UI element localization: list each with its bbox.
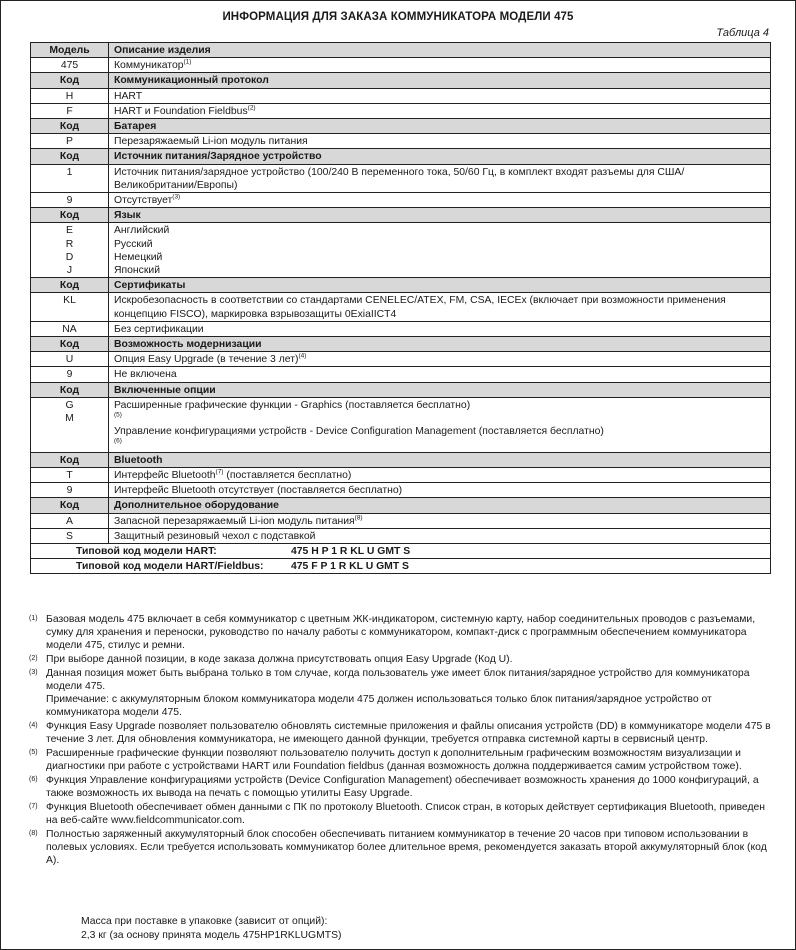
desc-text: HART и Foundation Fieldbus: [114, 105, 248, 117]
header-desc-cell: [109, 43, 771, 58]
desc-cell: [109, 193, 771, 208]
footnote: [29, 828, 771, 867]
table-row: [31, 513, 771, 528]
section-title-cell: [109, 149, 771, 164]
code-value: F: [66, 105, 73, 117]
code-value: T: [66, 469, 73, 481]
document-title: ИНФОРМАЦИЯ ДЛЯ ЗАКАЗА КОММУНИКАТОРА МОДЕЛИ 475: [222, 11, 574, 23]
desc-line: [114, 264, 765, 277]
code-value: 9: [66, 195, 73, 207]
section-header-row: [31, 382, 771, 397]
section-title-cell: [109, 208, 771, 223]
section-title-cell: [109, 498, 771, 513]
desc-cell: [109, 88, 771, 103]
section-title-cell: [109, 382, 771, 397]
desc-cell: [109, 367, 771, 382]
section-code-label: Код: [59, 500, 80, 512]
footnote: [29, 653, 771, 666]
code-value: P: [66, 136, 73, 148]
section-code-cell: [31, 208, 109, 223]
desc-text: Перезаряжаемый Li-ion модуль питания: [114, 136, 308, 148]
section-title: Включенные опции: [114, 384, 216, 396]
desc-line: [114, 425, 765, 451]
typical-code-value: 475 H P 1 R KL U GMT S: [291, 545, 411, 557]
section-header-row: [31, 452, 771, 467]
desc-text: Опция Easy Upgrade (в течение 3 лет): [114, 354, 299, 366]
desc-text: Расширенные графические функции - Graphics (поставляется бесплатно): [114, 399, 471, 411]
table-header-row: [31, 43, 771, 58]
footnote-number: (1): [29, 615, 38, 622]
code-value: H: [65, 90, 74, 102]
code-value: S: [66, 530, 73, 542]
header-model-cell: [31, 43, 109, 58]
section-code-label: Код: [59, 280, 80, 292]
section-code-label: Код: [59, 75, 80, 87]
section-title: Батарея: [114, 121, 157, 133]
section-code-label: Код: [59, 384, 80, 396]
footnote: [29, 667, 771, 719]
table-row: [31, 367, 771, 382]
section-code-cell: [31, 382, 109, 397]
code-value: J: [66, 265, 73, 277]
desc-text: Интерфейс Bluetooth отсутствует (поставляется бесплатно): [114, 485, 403, 497]
section-code-cell: [31, 278, 109, 293]
desc-text: Защитный резиновый чехол с подставкой: [114, 530, 316, 542]
footnote-ref: (8): [354, 514, 363, 522]
footnote-text: Функция Управление конфигурациями устройств (Device Configuration Management) обеспечивает возможность хранения до 1000 конфигураций, а также возможность их вывода на печать с помощью утилиты Easy Upgrade.: [46, 775, 759, 799]
section-title-cell: [109, 73, 771, 88]
desc-text: Запасной перезаряжаемый Li-ion модуль питания: [114, 515, 355, 527]
desc-cell: [109, 164, 771, 192]
typical-code-value: 475 F P 1 R KL U GMT S: [291, 561, 409, 573]
footnote-number: (7): [29, 803, 38, 810]
code-value: 1: [66, 166, 73, 178]
typical-code-cell: [31, 559, 771, 574]
header-desc-label: Описание изделия: [114, 45, 211, 56]
footnotes: [29, 613, 771, 868]
footnote-ref: (4): [298, 352, 307, 360]
code-value: M: [65, 413, 74, 425]
footnote-text: Базовая модель 475 включает в себя коммуникатор с цветным ЖК-индикатором, системную карту, набор соединительных проводов с разъемами, сумку для хранения и переноски, руководство по началу работы с коммуникатором, компакт-диск с программным обеспечением коммуникатора модели 475, стилус и ремни.: [46, 614, 756, 651]
footnote-ref: (1): [183, 58, 192, 66]
footnote: [29, 613, 771, 652]
shipping-mass: [81, 915, 342, 943]
desc-cell: [109, 103, 771, 118]
section-header-row: [31, 498, 771, 513]
code-value: A: [66, 515, 73, 527]
code-value: NA: [62, 323, 77, 335]
footnote-text: Расширенные графические функции позволяют пользователю получить доступ к дополнительным графическим возможностям визуализации и диагностики при работе с устройствами HART или Foundation fieldbus (данная возможность должна поддерживается самим устройством тоже).: [46, 748, 742, 772]
section-header-row: [31, 337, 771, 352]
table-row: [31, 88, 771, 103]
desc-cell: [109, 467, 771, 482]
desc-text: Искробезопасность в соответствии со стандартами CENELEC/ATEX, FM, CSA, IECEx (включает при возможности применения концепцию FISCO), маркировка взрывозащиты 0ExiaIICT4: [114, 295, 726, 320]
section-header-row: [31, 149, 771, 164]
code-cell: [31, 528, 109, 543]
desc-text: Интерфейс Bluetooth: [114, 469, 216, 481]
footnote-ref: (5): [114, 411, 122, 419]
footnote-ref: (2): [247, 104, 256, 112]
code-value: D: [65, 251, 74, 263]
desc-cell: [109, 321, 771, 336]
section-header-row: [31, 73, 771, 88]
section-code-label: Код: [59, 339, 80, 351]
footnote-ref: (3): [172, 193, 181, 201]
table-row: [31, 321, 771, 336]
footnote-number: (3): [29, 669, 38, 676]
section-header-row: [31, 208, 771, 223]
table-row: [31, 134, 771, 149]
code-value: R: [65, 238, 74, 250]
section-code-cell: [31, 337, 109, 352]
code-cell: [31, 483, 109, 498]
desc-text: Отсутствует: [114, 195, 173, 207]
desc-text: HART: [114, 90, 143, 102]
section-title: Коммуникационный протокол: [114, 75, 269, 87]
table-row: [31, 223, 771, 278]
footnote-number: (2): [29, 655, 38, 662]
section-title: Источник питания/Зарядное устройство: [114, 151, 322, 163]
section-title-cell: [109, 452, 771, 467]
table-row: [31, 193, 771, 208]
code-cell: [31, 88, 109, 103]
section-code-label: Код: [59, 151, 80, 163]
code-cell: [31, 367, 109, 382]
section-title: Сертификаты: [114, 280, 186, 292]
desc-cell: [109, 58, 771, 73]
typical-code-row: [31, 543, 771, 558]
footnote: [29, 801, 771, 827]
code-cell: [31, 193, 109, 208]
mass-line-1: Масса при поставке в упаковке (зависит от опций):: [81, 916, 328, 927]
desc-line: [114, 399, 765, 425]
footnote-text: Функция Bluetooth обеспечивает обмен данными с ПК по протоколу Bluetooth. Список стран, в которых действует сертификация Bluetooth, приведен на веб-сайте www.fieldcommunicator.com.: [46, 802, 766, 826]
section-title-cell: [109, 337, 771, 352]
footnote: [29, 720, 771, 746]
desc-line: [114, 224, 765, 237]
code-value: U: [65, 354, 74, 366]
table-row: [31, 397, 771, 452]
desc-cell: [109, 513, 771, 528]
section-code-label: Код: [59, 210, 80, 222]
footnote-number: (8): [29, 830, 38, 837]
section-code-label: Код: [59, 121, 80, 133]
typical-code-cell: [31, 543, 771, 558]
section-code-cell: [31, 452, 109, 467]
code-cell: [31, 321, 109, 336]
section-title: Bluetooth: [114, 454, 163, 466]
footnote-ref: (7): [215, 468, 224, 476]
header-model-label: Модель: [49, 45, 90, 56]
code-value: 475: [60, 60, 79, 72]
footnote: [29, 747, 771, 773]
desc-text: Коммуникатор: [114, 60, 184, 72]
desc-text: Английский: [114, 225, 170, 237]
table-label: Таблица 4: [716, 27, 769, 39]
code-cell: [31, 397, 109, 452]
desc-line: [114, 238, 765, 251]
table-row: [31, 103, 771, 118]
table-row: [31, 528, 771, 543]
typical-code-row: [31, 559, 771, 574]
code-cell: [31, 467, 109, 482]
code-value: E: [66, 225, 73, 237]
footnote-text: При выборе данной позиции, в коде заказа должна присутствовать опция Easy Upgrade (Код U).: [46, 654, 513, 665]
code-cell: [31, 58, 109, 73]
desc-cell: [109, 293, 771, 321]
desc-text: Японский: [114, 265, 160, 277]
desc-cell: [109, 223, 771, 278]
desc-text: Управление конфигурациями устройств - Device Configuration Management (поставляется бесплатно): [114, 426, 604, 438]
footnote-ref: (6): [114, 438, 122, 446]
section-title-cell: [109, 119, 771, 134]
table-row: [31, 467, 771, 482]
footnote: [29, 774, 771, 800]
table-row: [31, 352, 771, 367]
table-row: [31, 164, 771, 192]
code-cell: [31, 352, 109, 367]
footnote-number: (5): [29, 749, 38, 756]
typical-code-label: Типовой код модели HART:: [76, 545, 217, 557]
footnote-text: Данная позиция может быть выбрана только в том случае, когда пользователь уже имеет блок питания/зарядное устройство для коммуникатора модели 475.: [46, 668, 750, 692]
table-row: [31, 293, 771, 321]
code-value: 9: [66, 369, 73, 381]
section-code-cell: [31, 149, 109, 164]
desc-cell: [109, 134, 771, 149]
section-code-label: Код: [59, 454, 80, 466]
desc-text: Без сертификации: [114, 323, 204, 335]
section-code-cell: [31, 73, 109, 88]
code-cell: [31, 513, 109, 528]
code-cell: [31, 164, 109, 192]
desc-line: [114, 251, 765, 264]
desc-cell: [109, 528, 771, 543]
desc-cell: [109, 397, 771, 452]
code-cell: [31, 293, 109, 321]
footnote-text: Полностью заряженный аккумуляторный блок способен обеспечивать питанием коммуникатор в течение 20 часов при типовом использовании в полевых условиях. Если требуется использовать коммуникатор более длительное время, рекомендуется заказать второй аккумуляторный блок (код A).: [46, 829, 767, 866]
code-value: G: [65, 399, 74, 411]
desc-cell: [109, 352, 771, 367]
desc-tail: (поставляется бесплатно): [223, 469, 352, 481]
code-cell: [31, 103, 109, 118]
order-table: [30, 42, 771, 574]
footnote-number: (6): [29, 776, 38, 783]
section-title: Дополнительное оборудование: [114, 500, 279, 512]
code-cell: [31, 223, 109, 278]
table-row: [31, 483, 771, 498]
typical-code-label: Типовой код модели HART/Fieldbus:: [76, 561, 264, 573]
section-title: Язык: [114, 210, 141, 222]
code-cell: [31, 134, 109, 149]
table-row: [31, 58, 771, 73]
section-title-cell: [109, 278, 771, 293]
code-value: 9: [66, 485, 73, 497]
section-code-cell: [31, 498, 109, 513]
section-code-cell: [31, 119, 109, 134]
desc-text: Не включена: [114, 369, 177, 381]
desc-text: Немецкий: [114, 251, 163, 263]
section-header-row: [31, 119, 771, 134]
desc-text: Источник питания/зарядное устройство (100/240 В переменного тока, 50/60 Гц, в комплект входят разъемы для США/Великобритании/Европы): [114, 166, 685, 191]
mass-line-2: 2,3 кг (за основу принята модель 475HP1RKLUGMTS): [81, 930, 342, 941]
footnote-text: Функция Easy Upgrade позволяет пользователю обновлять системные приложения и файлы описания устройств (DD) в коммуникаторе модели 475 в течение 3 лет. Для обновления коммуникатора, не имеющего данной функции, требуется отправка системной карты в сервисный центр.: [46, 721, 771, 745]
desc-text: Русский: [114, 238, 153, 250]
code-value: KL: [63, 295, 76, 307]
footnote-number: (4): [29, 722, 38, 729]
section-title: Возможность модернизации: [114, 339, 262, 351]
footnote-remark: Примечание: с аккумуляторным блоком коммуникатора модели 475 должен использоваться только блок питания/зарядное устройство от коммуникатора модели 475.: [46, 694, 712, 718]
desc-cell: [109, 483, 771, 498]
section-header-row: [31, 278, 771, 293]
